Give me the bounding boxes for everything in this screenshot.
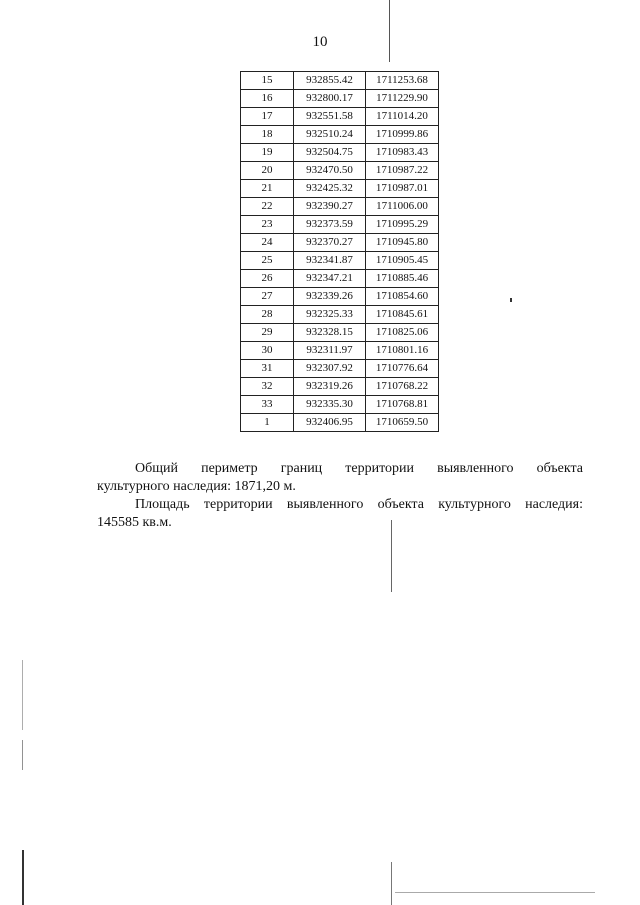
y-coordinate-cell: 1710845.61 — [366, 306, 439, 324]
y-coordinate-cell: 1711229.90 — [366, 90, 439, 108]
table-row — [241, 108, 439, 126]
y-coordinate-cell: 1710659.50 — [366, 414, 439, 432]
y-coordinate-cell: 1711253.68 — [366, 72, 439, 90]
point-number-cell: 1 — [241, 414, 294, 432]
x-coordinate-cell: 932319.26 — [294, 378, 366, 396]
fold-line — [391, 862, 392, 905]
x-coordinate-cell: 932551.58 — [294, 108, 366, 126]
y-coordinate-cell: 1710854.60 — [366, 288, 439, 306]
point-number-cell: 25 — [241, 252, 294, 270]
point-number-cell: 19 — [241, 144, 294, 162]
x-coordinate-cell: 932390.27 — [294, 198, 366, 216]
x-coordinate-cell: 932510.24 — [294, 126, 366, 144]
point-number-cell: 15 — [241, 72, 294, 90]
point-number-cell: 27 — [241, 288, 294, 306]
y-coordinate-cell: 1710905.45 — [366, 252, 439, 270]
y-coordinate-cell: 1710987.22 — [366, 162, 439, 180]
y-coordinate-cell: 1710983.43 — [366, 144, 439, 162]
point-number-cell: 21 — [241, 180, 294, 198]
x-coordinate-cell: 932325.33 — [294, 306, 366, 324]
table-row — [241, 180, 439, 198]
table-row — [241, 360, 439, 378]
scan-bottom-mark — [395, 892, 595, 893]
x-coordinate-cell: 932311.97 — [294, 342, 366, 360]
table-row — [241, 270, 439, 288]
point-number-cell: 28 — [241, 306, 294, 324]
x-coordinate-cell: 932341.87 — [294, 252, 366, 270]
point-number-cell: 16 — [241, 90, 294, 108]
table-row — [241, 144, 439, 162]
x-coordinate-cell: 932370.27 — [294, 234, 366, 252]
table-row — [241, 288, 439, 306]
x-coordinate-cell: 932339.26 — [294, 288, 366, 306]
y-coordinate-cell: 1710768.81 — [366, 396, 439, 414]
table-row — [241, 324, 439, 342]
point-number-cell: 26 — [241, 270, 294, 288]
area-paragraph — [97, 496, 583, 532]
y-coordinate-cell: 1710801.16 — [366, 342, 439, 360]
y-coordinate-cell: 1710776.64 — [366, 360, 439, 378]
point-number-cell: 20 — [241, 162, 294, 180]
scan-margin-mark — [22, 660, 23, 730]
y-coordinate-cell: 1710995.29 — [366, 216, 439, 234]
x-coordinate-cell: 932347.21 — [294, 270, 366, 288]
area-text-line2: 145585 кв.м. — [97, 515, 172, 530]
scan-speck — [510, 298, 512, 302]
y-coordinate-cell: 1710768.22 — [366, 378, 439, 396]
point-number-cell: 18 — [241, 126, 294, 144]
coordinates-table — [240, 71, 439, 432]
y-coordinate-cell: 1710885.46 — [366, 270, 439, 288]
y-coordinate-cell: 1710987.01 — [366, 180, 439, 198]
x-coordinate-cell: 932406.95 — [294, 414, 366, 432]
point-number-cell: 30 — [241, 342, 294, 360]
y-coordinate-cell: 1711006.00 — [366, 198, 439, 216]
table-row — [241, 216, 439, 234]
x-coordinate-cell: 932335.30 — [294, 396, 366, 414]
x-coordinate-cell: 932855.42 — [294, 72, 366, 90]
y-coordinate-cell: 1710945.80 — [366, 234, 439, 252]
perimeter-paragraph — [97, 460, 583, 496]
x-coordinate-cell: 932504.75 — [294, 144, 366, 162]
point-number-cell: 22 — [241, 198, 294, 216]
point-number-cell: 24 — [241, 234, 294, 252]
point-number-cell: 32 — [241, 378, 294, 396]
table-row — [241, 414, 439, 432]
table-row — [241, 198, 439, 216]
y-coordinate-cell: 1711014.20 — [366, 108, 439, 126]
table-row — [241, 342, 439, 360]
table-row — [241, 90, 439, 108]
table-row — [241, 126, 439, 144]
y-coordinate-cell: 1710999.86 — [366, 126, 439, 144]
coordinates-table-body — [241, 72, 439, 432]
page-number: 10 — [312, 34, 328, 50]
point-number-cell: 33 — [241, 396, 294, 414]
y-coordinate-cell: 1710825.06 — [366, 324, 439, 342]
fold-line — [389, 0, 390, 62]
perimeter-text-line2: культурного наследия: 1871,20 м. — [97, 479, 296, 494]
point-number-cell: 31 — [241, 360, 294, 378]
point-number-cell: 17 — [241, 108, 294, 126]
x-coordinate-cell: 932425.32 — [294, 180, 366, 198]
scan-margin-mark — [22, 740, 23, 770]
table-row — [241, 234, 439, 252]
x-coordinate-cell: 932328.15 — [294, 324, 366, 342]
table-row — [241, 72, 439, 90]
scan-margin-mark — [22, 850, 24, 905]
point-number-cell: 29 — [241, 324, 294, 342]
table-row — [241, 306, 439, 324]
table-row — [241, 162, 439, 180]
point-number-cell: 23 — [241, 216, 294, 234]
perimeter-text-line1: Общий периметр границ территории выявленного объекта — [135, 461, 583, 476]
x-coordinate-cell: 932470.50 — [294, 162, 366, 180]
table-row — [241, 378, 439, 396]
table-row — [241, 252, 439, 270]
x-coordinate-cell: 932800.17 — [294, 90, 366, 108]
area-text-line1: Площадь территории выявленного объекта культурного наследия: — [135, 497, 583, 512]
x-coordinate-cell: 932373.59 — [294, 216, 366, 234]
x-coordinate-cell: 932307.92 — [294, 360, 366, 378]
table-row — [241, 396, 439, 414]
